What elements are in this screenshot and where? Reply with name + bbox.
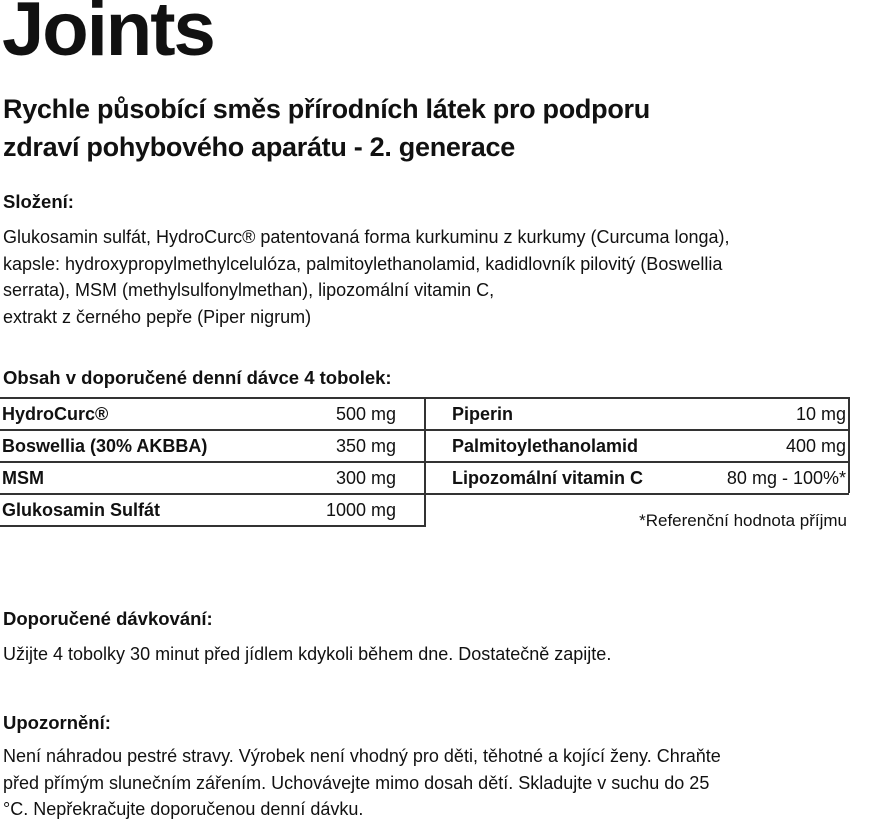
- product-title: Joints: [2, 0, 214, 72]
- product-subtitle: [3, 90, 863, 166]
- composition-line: extrakt z černého pepře (Piper nigrum): [3, 306, 312, 327]
- warning-line: °C. Nepřekračujte doporučenou denní dávku.: [3, 799, 364, 819]
- composition-line: serrata), MSM (methylsulfonylmethan), lipozomální vitamin C,: [3, 280, 495, 300]
- ingredient-name: Boswellia (30% AKBBA): [2, 436, 208, 456]
- subtitle-line: Rychle působící směs přírodních látek pro podporu: [3, 94, 650, 124]
- composition-text: [3, 224, 730, 330]
- composition-line: Glukosamin sulfát, HydroCurc® patentovaná forma kurkuminu z kurkumy (Curcuma longa),: [3, 227, 730, 247]
- ingredient-amount: 500 mg: [335, 404, 396, 424]
- table-right-border: [848, 397, 850, 493]
- composition-heading: Složení:: [3, 191, 74, 212]
- subtitle-line: zdraví pohybového aparátu - 2. generace: [3, 132, 515, 162]
- warning-heading: Upozornění:: [3, 712, 111, 733]
- ingredient-amount: 300 mg: [335, 468, 396, 488]
- ingredient-name: Palmitoylethanolamid: [452, 436, 639, 456]
- table-row-divider: [424, 493, 849, 495]
- composition-line: kapsle: hydroxypropylmethylcelulóza, palmitoylethanolamid, kadidlovník pilovitý (Boswellia: [3, 253, 723, 274]
- ingredient-name: HydroCurc®: [2, 404, 109, 424]
- warning-text: [3, 743, 721, 823]
- warning-line: před přímým slunečním zářením. Uchovávejte mimo dosah dětí. Skladujte v suchu do 25: [3, 772, 710, 793]
- ingredient-name: MSM: [2, 468, 44, 488]
- ingredient-amount: 350 mg: [335, 436, 396, 456]
- ingredient-amount: 1000 mg: [325, 500, 396, 520]
- ingredient-amount: 80 mg - 100%*: [726, 468, 846, 488]
- dosage-text: Užijte 4 tobolky 30 minut před jídlem kdykoli během dne. Dostatečně zapijte.: [3, 644, 612, 664]
- warning-line: Není náhradou pestré stravy. Výrobek není vhodný pro děti, těhotné a kojící ženy. Chraňte: [3, 746, 721, 766]
- table-row-divider: [0, 525, 425, 527]
- ingredient-name: Lipozomální vitamin C: [452, 468, 644, 488]
- ingredient-name: Piperin: [452, 404, 514, 424]
- dosage-heading: Doporučené dávkování:: [3, 608, 213, 629]
- daily-dose-heading: Obsah v doporučené denní dávce 4 tobolek:: [3, 367, 392, 388]
- reference-footnote: *Referenční hodnota příjmu: [639, 511, 847, 530]
- ingredient-name: Glukosamin Sulfát: [2, 500, 161, 520]
- ingredient-amount: 400 mg: [785, 436, 846, 456]
- ingredient-amount: 10 mg: [795, 404, 846, 424]
